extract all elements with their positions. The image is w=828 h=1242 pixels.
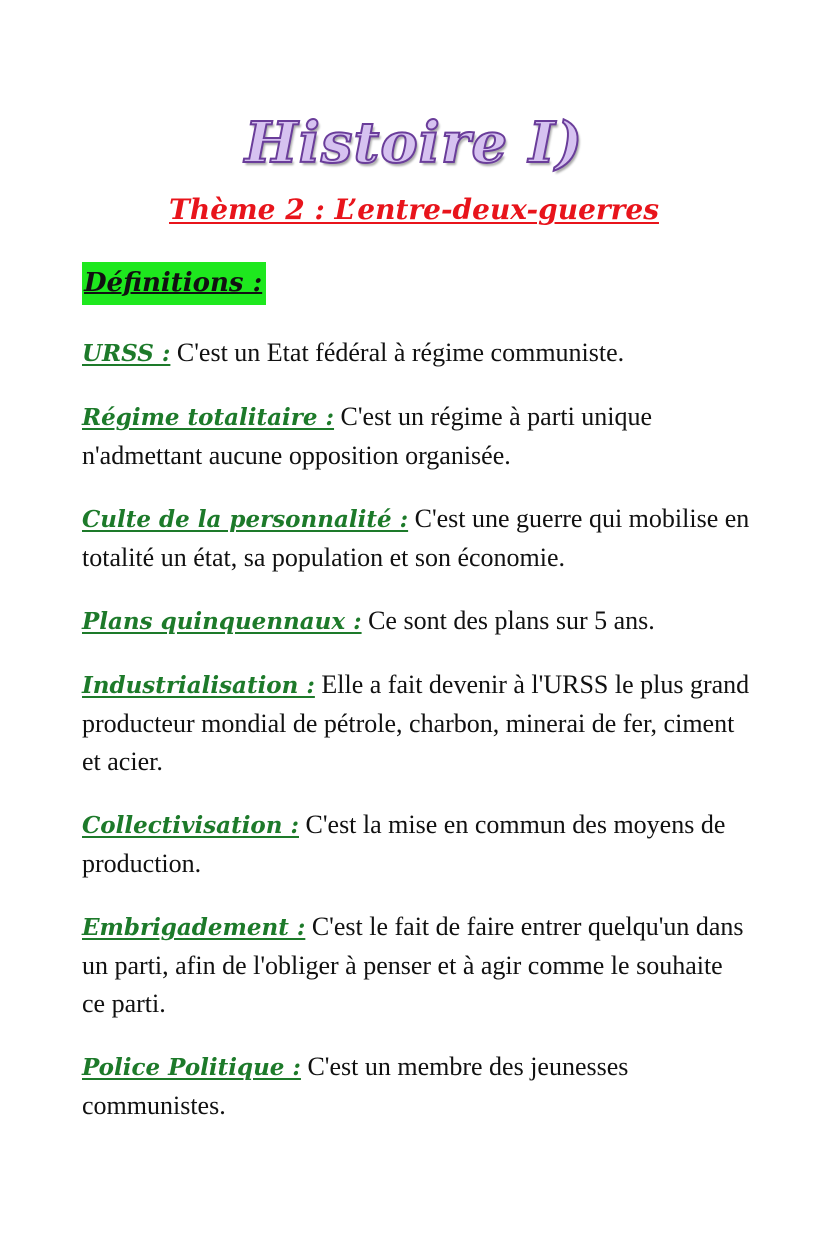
definition-text: C'est le fait de faire entrer quelqu'un dans un parti, afin de l'obliger à penser et à agir comme le souhaite ce parti. — [82, 912, 744, 1018]
definition-entry — [82, 500, 752, 577]
definition-term: Police Politique : — [82, 1054, 301, 1081]
definition-entry — [82, 334, 752, 373]
definition-term: Régime totalitaire : — [82, 404, 335, 431]
definition-entry — [82, 1048, 752, 1125]
page-subtitle: Thème 2 : L’entre-deux-guerres — [169, 193, 659, 226]
definition-text: C'est un Etat fédéral à régime communiste. — [170, 338, 625, 367]
definition-text: C'est un membre des jeunesses communistes. — [82, 1052, 629, 1120]
definitions-list — [82, 334, 752, 1150]
definition-term: Embrigadement : — [82, 914, 306, 941]
definition-entry — [82, 602, 752, 641]
definition-term: URSS : — [82, 340, 171, 367]
definition-term: Collectivisation : — [82, 812, 299, 839]
definition-text: Ce sont des plans sur 5 ans. — [361, 606, 655, 635]
page-title: Histoire I) — [244, 110, 584, 176]
definition-entry — [82, 806, 752, 883]
section-heading: Définitions : — [82, 262, 266, 305]
definition-text: C'est la mise en commun des moyens de production. — [82, 810, 726, 878]
definition-text: C'est un régime à parti unique n'admettant aucune opposition organisée. — [82, 402, 653, 470]
definition-text: Elle a fait devenir à l'URSS le plus grand producteur mondial de pétrole, charbon, minerai de fer, ciment et acier. — [82, 670, 750, 776]
definition-text: C'est une guerre qui mobilise en totalité un état, sa population et son économie. — [82, 504, 750, 572]
definition-term: Culte de la personnalité : — [82, 506, 409, 533]
definition-entry — [82, 666, 752, 781]
definition-term: Plans quinquennaux : — [82, 608, 362, 635]
definition-entry — [82, 908, 752, 1023]
definition-entry — [82, 398, 752, 475]
definition-term: Industrialisation : — [82, 672, 315, 699]
